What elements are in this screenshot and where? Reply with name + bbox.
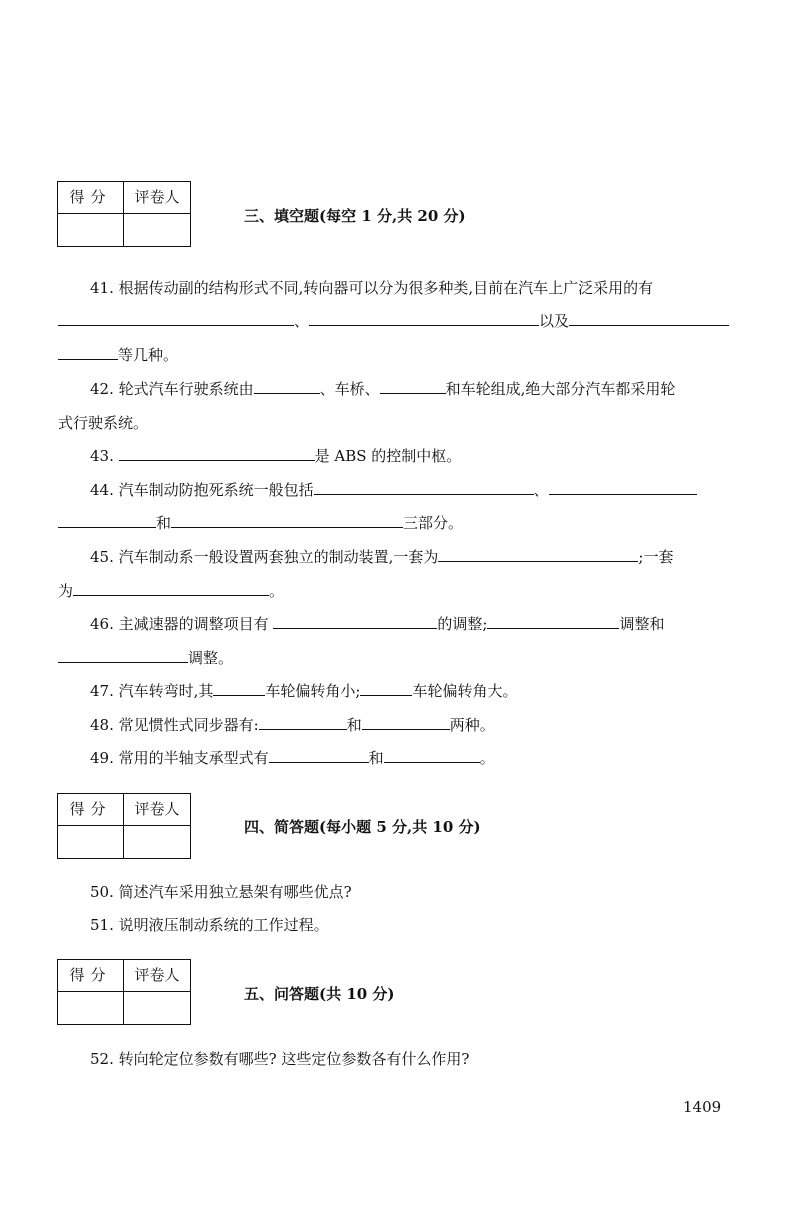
question-49: [90, 747, 495, 769]
question-51: 51. 说明液压制动系统的工作过程。: [90, 916, 329, 934]
question-text: 和: [368, 749, 384, 767]
question-text: 调整和: [619, 615, 665, 633]
question-50: 50. 简述汽车采用独立悬架有哪些优点?: [90, 883, 352, 901]
answer-blank[interactable]: [259, 714, 347, 730]
question-text: ;一套: [638, 548, 674, 566]
question-text: 和车轮组成,绝大部分汽车都采用轮: [445, 380, 676, 398]
answer-blank[interactable]: [380, 378, 446, 394]
score-cell[interactable]: [58, 826, 124, 858]
grader-cell[interactable]: [124, 826, 190, 858]
answer-blank[interactable]: [438, 546, 638, 562]
question-text: 调整。: [188, 649, 234, 667]
question-text: 47. 汽车转弯时,其: [90, 682, 214, 700]
answer-blank[interactable]: [362, 714, 450, 730]
question-text: 48. 常见惯性式同步器有:: [90, 716, 259, 734]
grader-label: 评卷人: [124, 794, 190, 826]
question-text: 。: [479, 749, 495, 767]
question-44-cont: [58, 512, 463, 534]
question-text: 为: [58, 582, 74, 600]
question-45-cont: [58, 580, 284, 602]
score-cell[interactable]: [58, 214, 124, 246]
section-title-essay: 五、问答题(共 10 分): [244, 985, 395, 1003]
answer-blank[interactable]: [58, 647, 188, 663]
question-52: 52. 转向轮定位参数有哪些? 这些定位参数各有什么作用?: [90, 1050, 470, 1068]
question-43: [90, 445, 461, 467]
question-text: 45. 汽车制动系一般设置两套独立的制动装置,一套为: [90, 548, 439, 566]
question-text: 等几种。: [118, 346, 179, 364]
answer-blank[interactable]: [309, 310, 539, 326]
question-46: [90, 613, 664, 635]
section-title-fill-blank: 三、填空题(每空 1 分,共 20 分): [244, 207, 466, 225]
question-text: 46. 主减速器的调整项目有: [90, 615, 269, 633]
question-text: 49. 常用的半轴支承型式有: [90, 749, 269, 767]
score-cell[interactable]: [58, 992, 124, 1024]
grader-cell[interactable]: [124, 214, 190, 246]
question-44: [90, 479, 697, 501]
question-text: 车轮偏转角小;: [265, 682, 361, 700]
score-box: [57, 793, 191, 859]
question-text: 。: [269, 582, 285, 600]
answer-blank[interactable]: [58, 310, 294, 326]
score-label: 得分: [58, 182, 124, 214]
answer-blank[interactable]: [314, 479, 534, 495]
question-text: 43.: [90, 447, 114, 465]
page-number: 1409: [683, 1098, 722, 1116]
answer-blank[interactable]: [58, 344, 118, 360]
answer-blank[interactable]: [73, 580, 269, 596]
question-text: 两种。: [449, 716, 495, 734]
score-box: [57, 959, 191, 1025]
question-48: [90, 714, 495, 736]
answer-blank[interactable]: [171, 512, 403, 528]
section-title-short-answer: 四、简答题(每小题 5 分,共 10 分): [244, 818, 481, 836]
answer-blank[interactable]: [213, 680, 265, 696]
question-text: 、: [533, 481, 549, 499]
question-text: 车轮偏转角大。: [412, 682, 518, 700]
question-text: 以及: [539, 312, 570, 330]
answer-blank[interactable]: [269, 747, 369, 763]
question-text: 44. 汽车制动防抱死系统一般包括: [90, 481, 314, 499]
score-label: 得分: [58, 960, 124, 992]
score-box: [57, 181, 191, 247]
answer-blank[interactable]: [254, 378, 320, 394]
answer-blank[interactable]: [384, 747, 480, 763]
question-text: 和: [156, 514, 172, 532]
question-41-end: [58, 344, 178, 366]
answer-blank[interactable]: [487, 613, 619, 629]
question-text: 是 ABS 的控制中枢。: [314, 447, 462, 465]
question-42: [90, 378, 675, 400]
answer-blank[interactable]: [119, 445, 315, 461]
question-47: [90, 680, 517, 702]
question-text: 42. 轮式汽车行驶系统由: [90, 380, 254, 398]
score-label: 得分: [58, 794, 124, 826]
question-text: 三部分。: [403, 514, 464, 532]
question-text: 、: [294, 312, 310, 330]
answer-blank[interactable]: [569, 310, 729, 326]
grader-label: 评卷人: [124, 182, 190, 214]
question-text: 、车桥、: [319, 380, 380, 398]
grader-label: 评卷人: [124, 960, 190, 992]
question-text: 的调整;: [437, 615, 488, 633]
answer-blank[interactable]: [549, 479, 697, 495]
question-45: [90, 546, 673, 568]
question-text: 和: [346, 716, 362, 734]
question-46-cont: [58, 647, 233, 669]
answer-blank[interactable]: [273, 613, 437, 629]
answer-blank[interactable]: [360, 680, 412, 696]
question-41: 41. 根据传动副的结构形式不同,转向器可以分为很多种类,目前在汽车上广泛采用的有: [90, 279, 654, 297]
question-42-cont: 式行驶系统。: [58, 414, 149, 432]
grader-cell[interactable]: [124, 992, 190, 1024]
question-41-blanks: [58, 310, 729, 332]
answer-blank[interactable]: [58, 512, 156, 528]
